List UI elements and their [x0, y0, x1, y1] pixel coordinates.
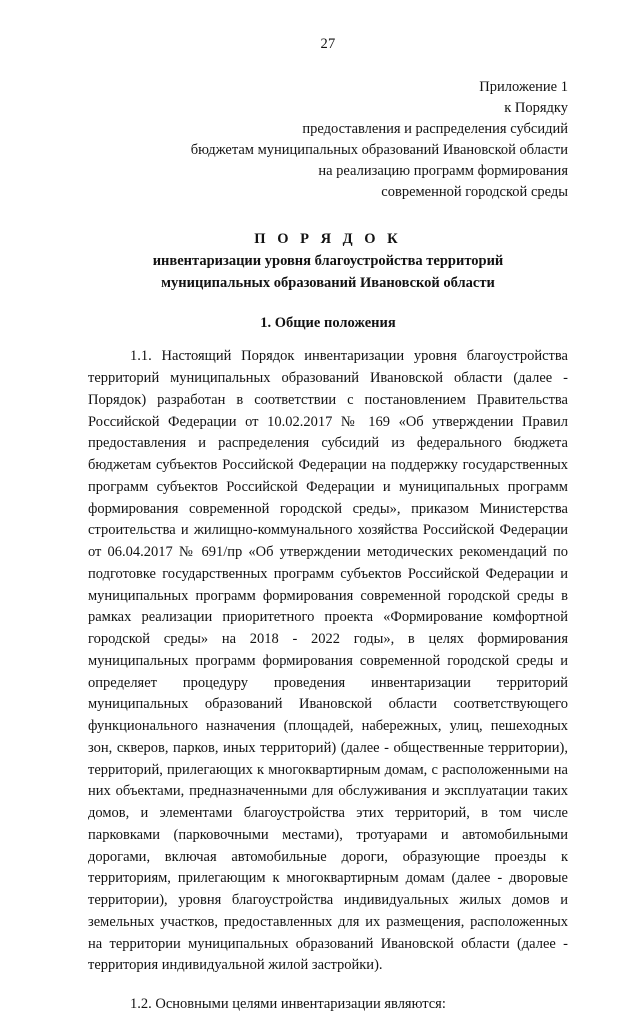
appendix-line-2: к Порядку [504, 100, 568, 117]
appendix-line-4: бюджетам муниципальных образований Ивановской области [190, 142, 568, 159]
appendix-line-1: Приложение 1 [479, 79, 568, 95]
document-title-sub-line1: инвентаризации уровня благоустройства территорий [152, 252, 504, 269]
appendix-line-3: предоставления и распределения субсидий [302, 121, 568, 138]
appendix-line-5: на реализацию программ формирования [318, 163, 568, 180]
paragraph-1-1: 1.1. Настоящий Порядок инвентаризации уровня благоустройства территорий муниципальных образований Ивановской области (далее - Порядок) разработан в соответствии с постановлением Правительства Российской Федерации от 10.02.2017 № 169 «Об утверждении Правил предоставления и распределения субсидий из федерального бюджета бюджетам субъектов Российской Федерации на поддержку государственных программ субъектов Российской Федерации и муниципальных программ формирования современной городской среды», приказом Министерства строительства и жилищно-коммунального хозяйства Российской Федерации от 06.04.2017 № 691/пр «Об утверждении методических рекомендаций по подготовке государственных программ субъектов Российской Федерации и муниципальных программ формирования современной городской среды в рамках реализации приоритетного проекта «Формирование комфортной городской среды» на 2018 - 2022 годы», в целях формирования муниципальных программ формирования современной городской среды и определяет процедуру проведения инвентаризации территорий муниципальных образований Ивановской области соответствующего функционального назначения (площадей, набережных, улиц, пешеходных зон, скверов, парков, иных территорий) (далее - общественные территории), территорий, прилегающих к многоквартирным домам, с расположенными на них объектами, предназначенными для обслуживания и эксплуатации таких домов, и элементами благоустройства этих территорий, в том числе парковками (парковочными местами), тротуарами и автомобильными дорогами, включая автомобильные дороги, образующие проезды к территориям, прилегающим к многоквартирным домам (далее - дворовые территории), уровня благоустройства индивидуальных жилых домов и земельных участков, предоставленных для их размещения, расположенных на территории муниципальных образований Ивановской области (далее - территория индивидуальной жилой застройки). [88, 348, 568, 974]
page-number: 27 [320, 36, 336, 52]
appendix-header [88, 77, 568, 203]
document-title-main: П О Р Я Д О К [254, 231, 402, 248]
document-title [88, 229, 568, 294]
section-heading-general-provisions: 1. Общие положения [260, 315, 396, 332]
appendix-line-6: современной городской среды [381, 184, 568, 201]
paragraph-1-2: 1.2. Основными целями инвентаризации являются: [130, 996, 446, 1013]
document-title-sub-line2: муниципальных образований Ивановской области [161, 274, 495, 291]
